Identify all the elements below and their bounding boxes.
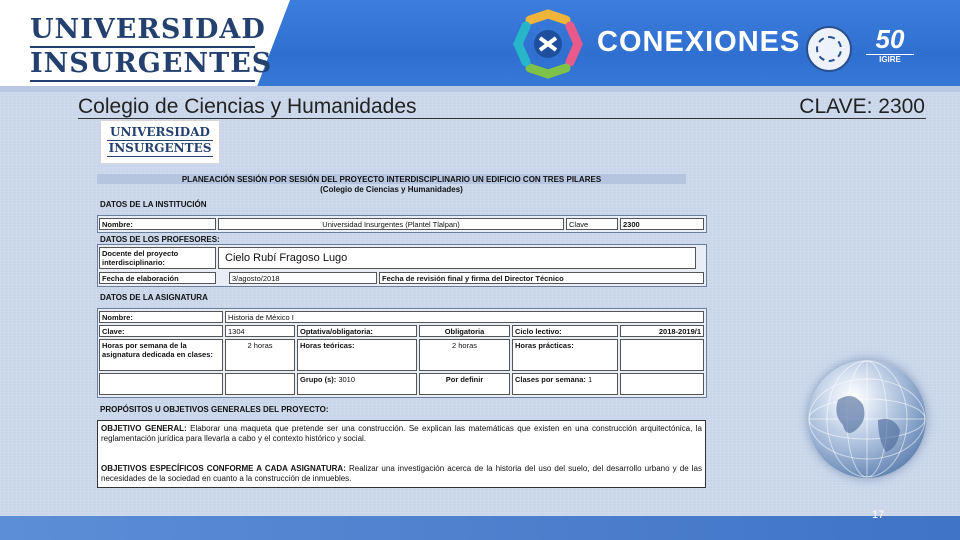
general-objective-label: OBJETIVO GENERAL: xyxy=(101,424,187,433)
grupo-value: 3010 xyxy=(338,375,356,384)
logo-rule xyxy=(107,156,213,157)
specific-objectives-text: Realizar una investigación acerca de la historia del uso del suelo, del desarrollo urbano y de las necesidades de la sociedad en cuanto a la construcción de inmuebles. xyxy=(101,464,702,483)
horas-teoricas-value: 2 horas xyxy=(419,339,510,371)
specific-objectives xyxy=(101,464,702,484)
institution-clave-value: 2300 xyxy=(620,218,704,230)
conexiones-wordmark: CONEXIONES xyxy=(597,26,801,58)
university-logo xyxy=(30,16,272,84)
fecha-revision-label: Fecha de revisión final y firma del Director Técnico xyxy=(379,272,704,284)
general-objective xyxy=(101,424,702,444)
general-objective-text: Elaborar una maqueta que pretende ser una construcción. Se explican las matemáticas que existen en una construcción arquitectónica, la reglamentación jurídica para llevarla a cabo y el contexto histórico y social. xyxy=(101,424,702,443)
horas-practicas-value xyxy=(620,339,704,371)
ciclo-label: Ciclo lectivo: xyxy=(512,325,618,337)
section-heading-professors: DATOS DE LOS PROFESORES: xyxy=(100,235,220,244)
por-definir-value: Por definir xyxy=(419,373,510,395)
clases-semana-label: Clases por semana: xyxy=(515,375,586,384)
institution-name-label: Nombre: xyxy=(99,218,216,230)
section-heading-institution: DATOS DE LA INSTITUCIÓN xyxy=(100,200,207,209)
subject-name-label: Nombre: xyxy=(99,311,223,323)
conexiones-logo-icon xyxy=(510,8,586,80)
ciclo-value: 2018-2019/1 xyxy=(620,325,704,337)
subject-name-value: Historia de México I xyxy=(225,311,704,323)
subject-clave-label: Clave: xyxy=(99,325,223,337)
optativa-label: Optativa/obligatoria: xyxy=(297,325,417,337)
clases-semana-value: 1 xyxy=(587,375,593,384)
horas-semana-value: 2 horas xyxy=(225,339,295,371)
horas-practicas-label: Horas prácticas: xyxy=(512,339,618,371)
document-logo-line1: UNIVERSIDAD xyxy=(110,125,210,139)
specific-objectives-label: OBJETIVOS ESPECÍFICOS CONFORME A CADA ASIGNATURA: xyxy=(101,464,346,473)
institution-name-value: Universidad Insurgentes (Plantel Tlalpan) xyxy=(218,218,564,230)
badge-subtext: IGIRE xyxy=(866,54,914,64)
university-logo-line1: UNIVERSIDAD xyxy=(30,14,266,45)
logo-rule xyxy=(30,80,255,82)
clave-title: CLAVE: 2300 xyxy=(799,95,925,118)
anniversary-badge-icon xyxy=(866,24,914,72)
document-logo xyxy=(100,120,220,164)
horas-teoricas-label: Horas teóricas: xyxy=(297,339,417,371)
badge-number: 50 xyxy=(875,24,905,54)
optativa-value: Obligatoria xyxy=(419,325,510,337)
college-title: Colegio de Ciencias y Humanidades xyxy=(78,95,417,118)
document-subtitle: (Colegio de Ciencias y Humanidades) xyxy=(320,185,463,194)
horas-semana-label: Horas por semana de la asignatura dedicada en clases: xyxy=(99,339,223,371)
university-logo-line2: INSURGENTES xyxy=(30,48,273,79)
docente-value: Cielo Rubí Fragoso Lugo xyxy=(218,247,696,269)
empty-cell xyxy=(620,373,704,395)
clases-semana-cell xyxy=(512,373,618,395)
section-heading-purposes: PROPÓSITOS U OBJETIVOS GENERALES DEL PROYECTO: xyxy=(100,405,329,414)
subject-clave-value: 1304 xyxy=(225,325,295,337)
document-logo-line2: INSURGENTES xyxy=(108,141,212,155)
section-heading-subject: DATOS DE LA ASIGNATURA xyxy=(100,293,208,302)
empty-cell xyxy=(225,373,295,395)
footer-band xyxy=(0,516,960,540)
header-divider-band xyxy=(0,86,960,92)
institution-clave-label: Clave xyxy=(566,218,618,230)
document-title: PLANEACIÓN SESIÓN POR SESIÓN DEL PROYECTO INTERDISCIPLINARIO UN EDIFICIO CON TRES PILARES xyxy=(181,175,602,184)
docente-label: Docente del proyecto interdisciplinario: xyxy=(99,247,216,269)
fecha-elaboracion-value: 3/agosto/2018 xyxy=(229,272,377,284)
title-underline xyxy=(78,118,926,119)
unam-seal-icon xyxy=(806,26,852,72)
grupo-cell xyxy=(297,373,417,395)
page-number: 17 xyxy=(872,509,885,521)
grupo-label: Grupo (s): xyxy=(300,375,337,384)
fecha-elaboracion-label: Fecha de elaboración xyxy=(99,272,216,284)
empty-cell xyxy=(99,373,223,395)
globe-icon xyxy=(808,360,926,478)
